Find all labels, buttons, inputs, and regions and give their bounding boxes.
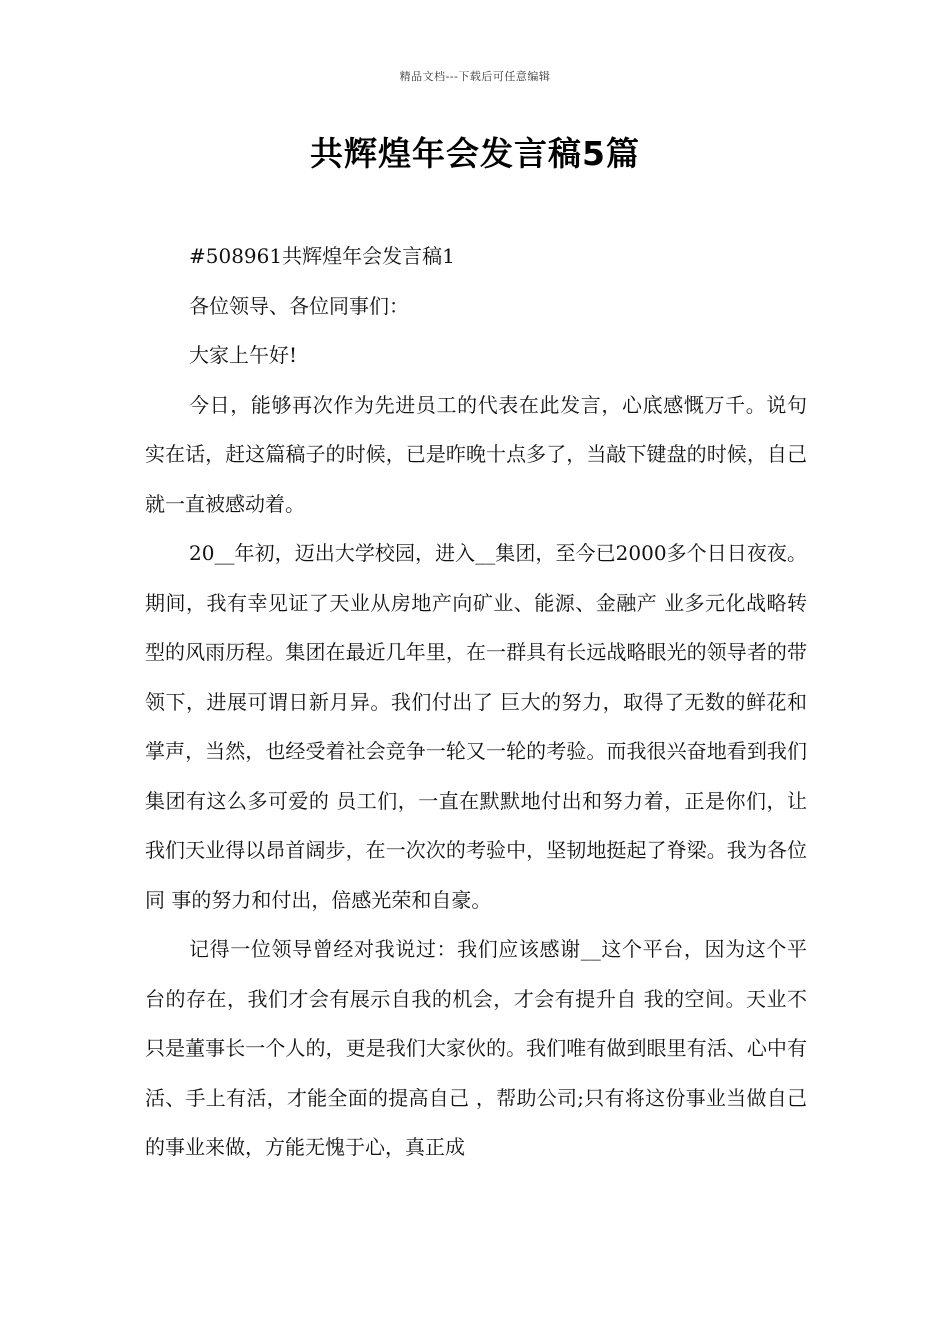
- document-title: 共辉煌年会发言稿5篇: [310, 134, 640, 173]
- header-note: 精品文档---下载后可任意编辑: [399, 70, 551, 83]
- paragraph-salutation: 各位领导、各位同事们：: [189, 293, 409, 318]
- paragraph-greeting: 大家上午好!: [189, 343, 298, 367]
- paragraph: 20__年初，迈出大学校园，进入__集团，至今已2000多个日日夜夜。期间，我有幸见证了天业从房地产向矿业、能源、金融产 业多元化战略转型的风雨历程。集团在最近几年里，在一群具有长远战略眼光的领导者的带领下，进展可谓日新月异。我们付出了 巨大的努力，取得了无数的鲜花和掌声，当然，也经受着社会竞争一轮又一轮的考验。而我很兴奋地看到我们集团有这么多可爱的 员工们，一直在默默地付出和努力着，正是你们，让我们天业得以昂首阔步，在一次次的考验中，坚韧地挺起了脊梁。我为各位同 事的努力和付出，倍感光荣和自豪。: [145, 541, 807, 912]
- paragraph-heading: #508961共辉煌年会发言稿1: [189, 244, 455, 268]
- paragraph: 记得一位领导曾经对我说过：我们应该感谢__这个平台，因为这个平台的存在，我们才会有展示自我的机会，才会有提升自 我的空间。天业不只是董事长一个人的，更是我们大家伙的。我们唯有做到眼里有活、心中有活、手上有活，才能全面的提高自己 ，帮助公司;只有将这份事业当做自己的事业来做，方能无愧于心，真正成: [145, 937, 807, 1159]
- paragraph: 今日，能够再次作为先进员工的代表在此发言，心底感慨万千。说句实在话，赶这篇稿子的时候，已是昨晚十点多了，当敲下键盘的时候，自己就一直被感动着。: [145, 392, 807, 516]
- document-body: [145, 232, 807, 1173]
